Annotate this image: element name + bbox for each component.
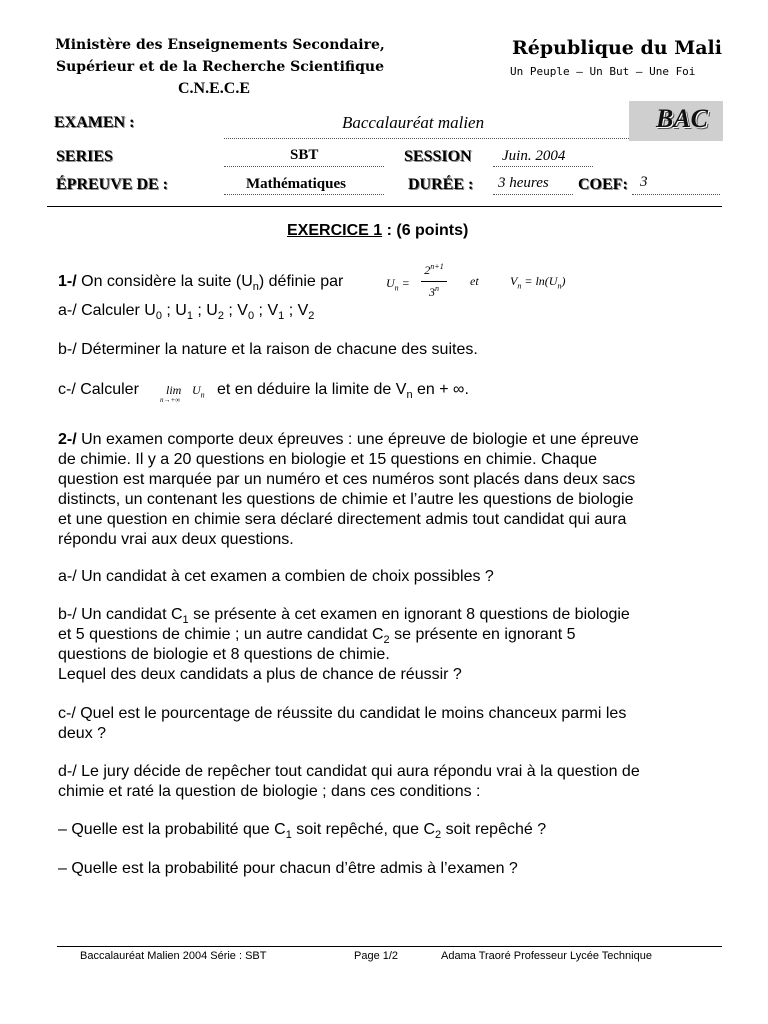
q2-d-line-2: chimie et raté la question de biologie ; dans ces conditions : [58, 783, 481, 800]
q1-a-v2: ; V [284, 302, 309, 319]
formula-et: et [470, 274, 479, 288]
q2-b1-post: se présente à cet examen en ignorant 8 questions de biologie [188, 606, 630, 623]
q2-d [58, 762, 640, 802]
q1-intro [58, 272, 343, 292]
q2-b1-pre: b-/ Un candidat C [58, 606, 183, 623]
q1-a-u1: ; U [161, 302, 187, 319]
formula-num-exp: n+1 [430, 262, 444, 271]
q2-e1-sub-2: 2 [435, 829, 442, 842]
epreuve-value: Mathématiques [246, 176, 346, 192]
formula-ln-sub: n [557, 281, 562, 291]
exercise-title-points: : (6 points) [382, 222, 469, 239]
q2-line-5: et une question en chimie sera déclaré directement admis tout candidat qui aura [58, 511, 627, 528]
series-value: SBT [290, 147, 319, 163]
q1-a-sub-5: 2 [308, 310, 315, 323]
bac-badge-box [629, 101, 723, 141]
q1-c-end: en + ∞. [412, 381, 469, 398]
session-dotted-line [493, 166, 593, 167]
q1-a-v0: ; V [223, 302, 248, 319]
formula-ln: = ln(U [524, 274, 558, 288]
header-divider [47, 206, 722, 207]
exercise-title [287, 222, 468, 240]
q2-c-line-1: c-/ Quel est le pourcentage de réussite du candidat le moins chanceux parmi les [58, 705, 627, 722]
q1-a-sub-0: 0 [155, 310, 162, 323]
series-label: SERIES [56, 148, 113, 165]
formula-v: V [510, 274, 518, 288]
q2-d-line-1: d-/ Le jury décide de repêcher tout candidat qui aura répondu vrai à la question de [58, 763, 640, 780]
ministry-block [40, 34, 400, 78]
coef-value: 3 [640, 174, 648, 190]
q2-number: 2-/ [58, 431, 77, 448]
q1-a-sub-3: 0 [247, 310, 255, 323]
duree-label: DURÉE : [408, 176, 474, 193]
q2-e1-pre: – Quelle est la probabilité que C [58, 821, 286, 838]
q2-line-2: de chimie. Il y a 20 questions en biologie et 15 questions en chimie. Chaque [58, 451, 598, 468]
q2-e-1 [58, 820, 546, 840]
limit-expression [192, 383, 205, 398]
coef-dotted-line [632, 194, 720, 195]
q2-e1-mid: soit repêché, que C [291, 821, 436, 838]
examen-value: Baccalauréat malien [342, 113, 485, 132]
formula-denominator [421, 284, 447, 300]
session-label: SESSION [404, 148, 472, 165]
q1-c-mid: et en déduire la limite de V [217, 381, 407, 398]
q1-b: b-/ Déterminer la nature et la raison de chacune des suites. [58, 341, 478, 358]
q1-intro-sub: n [252, 281, 259, 294]
formula-den-base: 3 [429, 285, 435, 299]
q2-line-6: répondu vrai aux deux questions. [58, 531, 294, 548]
q1-a-sub-4: 1 [278, 310, 285, 323]
formula-close: ) [561, 274, 566, 288]
formula-den-exp: n [435, 284, 439, 293]
q2-a: a-/ Un candidat à cet examen a combien de choix possibles ? [58, 568, 494, 585]
q1-a-u2: ; U [192, 302, 218, 319]
q1-number: 1-/ [58, 273, 77, 290]
republic-motto: Un Peuple – Un But – Une Foi [510, 65, 696, 78]
q2-b2-post: se présente en ignorant 5 [389, 626, 576, 643]
q2-b-line-1 [58, 605, 630, 625]
cnece-label: C.N.E.C.E [178, 80, 251, 97]
q2-e-2: – Quelle est la probabilité pour chacun d’être admis à l’examen ? [58, 860, 518, 877]
footer-left: Baccalauréat Malien 2004 Série : SBT [80, 950, 267, 962]
q2-b2-pre: et 5 questions de chimie ; un autre candidat C [58, 626, 384, 643]
limit-label: lim [166, 383, 182, 397]
session-value: Juin. 2004 [502, 148, 566, 164]
q2-paragraph [58, 430, 639, 550]
q2-b [58, 605, 630, 685]
q2-b-line-2 [58, 625, 630, 645]
formula-num-base: 2 [424, 263, 431, 277]
formula-vn [510, 274, 565, 289]
duree-dotted-line [493, 194, 573, 195]
formula-u: U [386, 276, 395, 290]
q2-b-line-4: Lequel des deux candidats a plus de chance de réussir ? [58, 666, 462, 683]
q1-c-prefix: c-/ Calculer [58, 381, 139, 398]
limit-u: U [192, 383, 201, 397]
series-dotted-line [224, 166, 384, 167]
q1-a-sub-2: 2 [217, 310, 224, 323]
formula-v-sub: n [517, 281, 522, 291]
q1-a-v1: ; V [254, 302, 279, 319]
limit-u-sub: n [200, 390, 205, 400]
footer-divider [57, 946, 722, 947]
formula-u-sub: n [394, 283, 399, 293]
q2-line-4: distincts, un contenant les questions de chimie et l’autre les questions de biologie [58, 491, 634, 508]
q1-a-sub-1: 1 [186, 310, 193, 323]
epreuve-label: ÉPREUVE DE : [56, 176, 169, 193]
q1-intro-end: ) définie par [258, 273, 344, 290]
coef-label: COEF: [578, 176, 628, 193]
republic-title: République du Mali [512, 37, 722, 59]
q1-intro-text: On considère la suite (U [76, 273, 253, 290]
formula-numerator [421, 262, 447, 278]
bac-badge: BAC [656, 104, 709, 133]
footer-right: Adama Traoré Professeur Lycée Technique [441, 950, 652, 962]
q2-e1-post: soit repêché ? [441, 821, 547, 838]
q2-line-1 [58, 430, 639, 450]
q1-c-rest [217, 380, 469, 400]
q2-line-1-text: Un examen comporte deux épreuves : une épreuve de biologie et une épreuve [76, 431, 639, 448]
q1-a [58, 301, 314, 321]
q1-c-sub: n [406, 389, 413, 402]
epreuve-dotted-line [224, 194, 384, 195]
q2-e1-sub-1: 1 [285, 829, 292, 842]
q2-b-line-3: questions de biologie et 8 questions de chimie. [58, 646, 390, 663]
q2-b2-sub: 2 [383, 634, 390, 647]
q1-a-text: a-/ Calculer U [58, 302, 156, 319]
duree-value: 3 heures [498, 175, 549, 191]
examen-label: EXAMEN : [54, 114, 135, 131]
ministry-line-2: Supérieur et de la Recherche Scientifique [56, 59, 384, 75]
limit-subscript: n→+∞ [160, 396, 181, 404]
formula-un-lhs: $U_n$ = [386, 276, 410, 293]
q2-c-line-2: deux ? [58, 725, 107, 742]
exercise-title-word: EXERCICE 1 [287, 222, 383, 239]
q2-c [58, 704, 626, 744]
examen-dotted-line [224, 138, 629, 139]
q2-line-3: question est marquée par un numéro et ces numéros sont placés dans deux sacs [58, 471, 636, 488]
ministry-line-1: Ministère des Enseignements Secondaire, [55, 37, 385, 53]
q2-b1-sub: 1 [182, 614, 189, 627]
footer-page: Page 1/2 [354, 950, 399, 962]
formula-fraction-bar [421, 281, 447, 282]
